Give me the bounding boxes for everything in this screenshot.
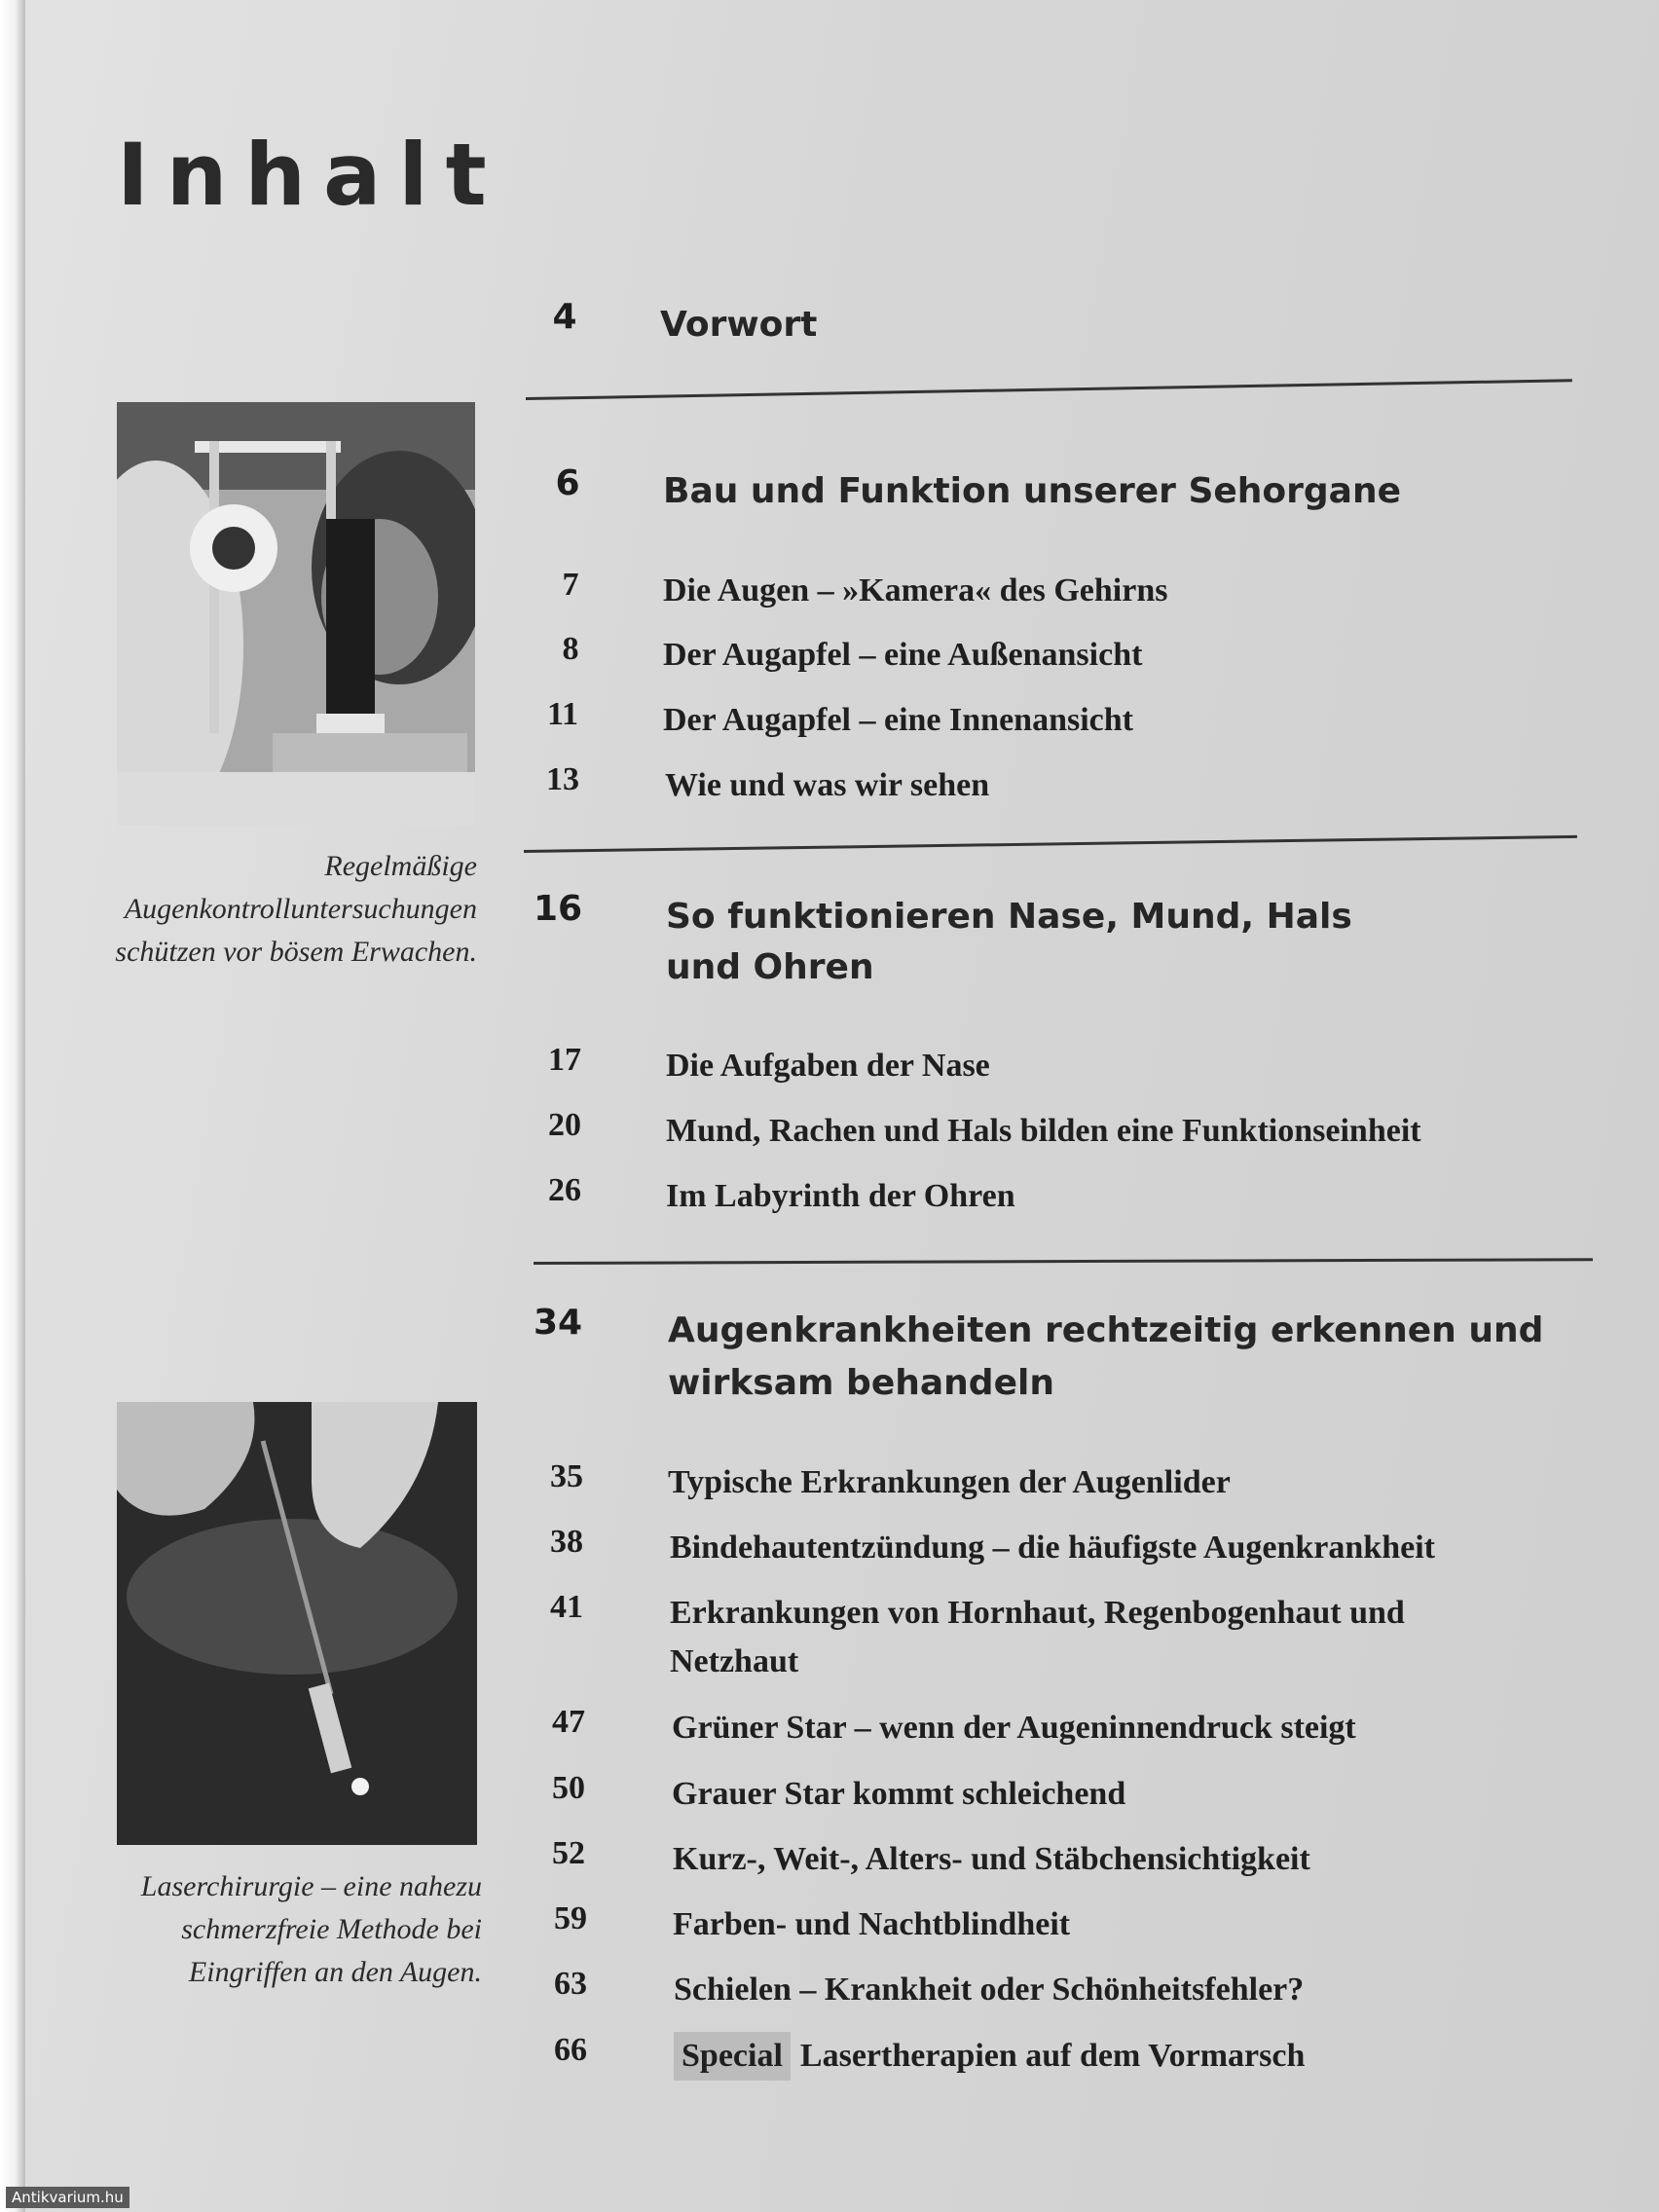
- toc-item-title: Grüner Star – wenn der Augeninnendruck steigt: [672, 1710, 1356, 1746]
- eye-exam-photo: [117, 402, 475, 826]
- toc-page-number: 11: [546, 696, 579, 732]
- toc-item-title: Bindehautentzündung – die häufigste Augenkrankheit: [670, 1530, 1435, 1566]
- toc-chapter-title: Vorwort: [660, 305, 818, 345]
- toc-item-title-line1: Erkrankungen von Hornhaut, Regenbogenhaut und: [670, 1595, 1405, 1631]
- toc-item-title: Die Augen – »Kamera« des Gehirns: [663, 572, 1168, 608]
- page-title: Inhalt: [117, 125, 504, 225]
- toc-item-title: Lasertherapien auf dem Vormarsch: [799, 2038, 1306, 2074]
- section-divider: [534, 1258, 1593, 1265]
- section-divider: [524, 835, 1577, 853]
- toc-item-title: Typische Erkrankungen der Augenlider: [668, 1464, 1231, 1500]
- toc-item-title: Im Labyrinth der Ohren: [666, 1178, 1015, 1214]
- toc-chapter-title-line1: Augenkrankheiten rechtzeitig erkennen und: [668, 1310, 1544, 1350]
- toc-page-number: 34: [533, 1303, 583, 1343]
- toc-page-number: 66: [554, 2032, 587, 2068]
- toc-item-title: Grauer Star kommt schleichend: [672, 1776, 1126, 1812]
- toc-page-number: 50: [552, 1770, 585, 1806]
- page-edge: [0, 0, 25, 2212]
- toc-page-number: 8: [562, 631, 579, 667]
- photo1-caption: Regelmäßige Augenkontrolluntersuchungen schützen vor bösem Erwachen.: [115, 850, 477, 968]
- toc-item-title: Kurz-, Weit-, Alters- und Stäbchensichtigkeit: [673, 1841, 1310, 1877]
- toc-chapter-title-line1: So funktionieren Nase, Mund, Hals: [666, 897, 1352, 937]
- toc-item-title: Schielen – Krankheit oder Schönheitsfehler?: [674, 1972, 1305, 2008]
- toc-page-number: 17: [548, 1042, 581, 1078]
- toc-item-title: Der Augapfel – eine Außenansicht: [663, 637, 1143, 673]
- toc-item-title: Der Augapfel – eine Innenansicht: [663, 702, 1133, 738]
- toc-item-title: Mund, Rachen und Hals bilden eine Funktionseinheit: [666, 1113, 1421, 1149]
- toc-item-title: Die Aufgaben der Nase: [666, 1048, 990, 1084]
- photo2-caption: Laserchirurgie – eine nahezu schmerzfreie Methode bei Eingriffen an den Augen.: [140, 1870, 482, 1988]
- toc-page-number: 47: [552, 1704, 585, 1740]
- toc-chapter-title-line2: und Ohren: [666, 947, 874, 987]
- toc-page-number: 4: [552, 297, 577, 337]
- toc-page-number: 59: [554, 1900, 587, 1936]
- toc-page-number: 35: [550, 1458, 583, 1494]
- toc-item-title-special: [674, 2032, 1305, 2081]
- toc-page-number: 26: [548, 1172, 581, 1208]
- toc-page-number: 20: [548, 1107, 581, 1143]
- toc-page-number: 41: [550, 1589, 583, 1625]
- watermark: Antikvarium.hu: [6, 2187, 129, 2208]
- toc-chapter-title: Bau und Funktion unserer Sehorgane: [663, 471, 1402, 511]
- toc-page-number: 38: [550, 1524, 583, 1560]
- toc-page-number: 63: [554, 1966, 587, 2002]
- toc-page-number: 13: [546, 761, 579, 797]
- toc-page-number: 16: [533, 889, 583, 929]
- toc-item-title-line2: Netzhaut: [670, 1643, 799, 1679]
- section-divider: [526, 379, 1572, 400]
- toc-page-number: 6: [555, 463, 580, 503]
- toc-page-number: 7: [562, 567, 579, 603]
- toc-chapter-title-line2: wirksam behandeln: [668, 1363, 1054, 1403]
- toc-item-title: Wie und was wir sehen: [665, 767, 990, 803]
- special-badge: Special: [674, 2032, 791, 2081]
- toc-page-number: 52: [552, 1835, 585, 1871]
- laser-surgery-photo: [117, 1402, 477, 1845]
- toc-item-title: Farben- und Nachtblindheit: [673, 1906, 1071, 1942]
